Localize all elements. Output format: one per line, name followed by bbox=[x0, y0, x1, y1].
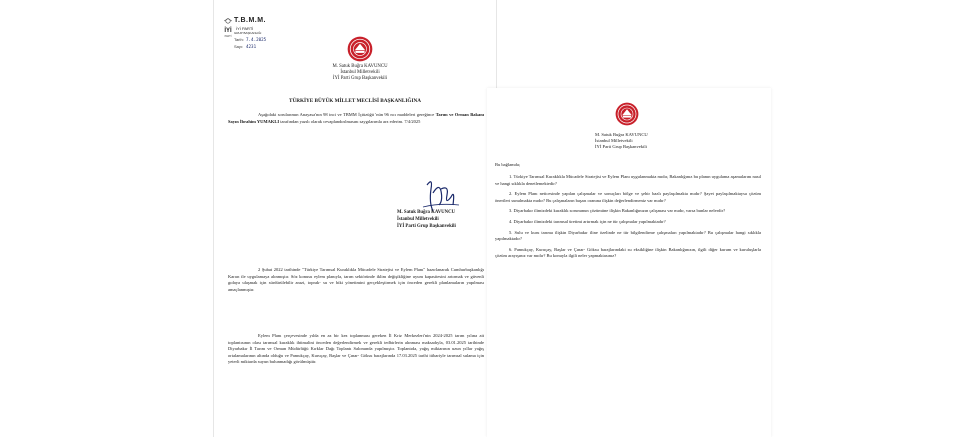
question-item: 2. Eylem Planı neticesinde yapılan çalışmalar ve sonuçları bölge ve şehir bazlı paylaşılmakta mıdır? Şayet paylaşılmaktaysa çözüm önerileri sunulmakta mıdır? Bu çalışmaların başarı oranına ilişkin değerlendirmeniz var mıdır? bbox=[495, 191, 761, 203]
intro-part2: tarafından yazılı olarak cevaplandırılmasını saygılarımla arz ederim. 7/4/2025 bbox=[279, 118, 421, 124]
stamp-tarih-label: Tarih: bbox=[234, 37, 244, 42]
signature-name: M. Satuk Buğra KAVUNCU bbox=[397, 210, 456, 215]
svg-text:İYİ: İYİ bbox=[224, 28, 232, 34]
questions-list bbox=[495, 174, 761, 264]
tbmm-seal-icon bbox=[347, 36, 373, 62]
stamp-sub: GRUP BAŞKANLIĞI bbox=[234, 31, 262, 35]
tbmm-seal-icon bbox=[615, 102, 639, 126]
intro-part1: Aşağıdaki sorularımın Anayasa'nın 98 inci ve TBMM İçtüzüğü 'nün 96 ncı maddeleri gereğince bbox=[258, 112, 436, 117]
document-page-1 bbox=[213, 0, 497, 437]
stamp-sayi-value: 4231 bbox=[246, 44, 257, 49]
author-group: İYİ Parti Grup Başkanvekili bbox=[332, 76, 388, 81]
lead-text: Bu bağlamda; bbox=[495, 162, 521, 167]
svg-text:PARTİ: PARTİ bbox=[224, 35, 232, 38]
tbmm-stamp bbox=[222, 15, 294, 55]
signature-group: İYİ Parti Grup Başkanvekili bbox=[397, 224, 456, 229]
body-paragraph-1: 2 Şubat 2022 tarihinde "Türkiye Tarımsal Kuraklıkla Mücadele Stratejisi ve Eylem Planı" hazırlanarak Cumhurbaşkanlığı Kararı ile uygulamaya alınmıştır. Söz konusu eylem planıyla, tarım sektöründe iklim değişikliğine uyum kapasitesini artırmak ve güvenli gıdaya ulaşmak için sürdürülebilir arazi, toprak- su ve biki yönetimini gerçekleştirmek için önceden gerekli planlamaların yapılması amaçlanmıştır. bbox=[228, 267, 484, 292]
signature-title: İstanbul Milletvekili bbox=[397, 217, 439, 222]
stamp-party: İYİ PARTİ bbox=[236, 26, 254, 31]
document-page-2 bbox=[487, 88, 771, 437]
question-item: 5. Sulu ve kuru tarıma ilişkin Diyarbakır iline özelinde ne tür bilgilendirme çalışmaları yapılmaktadır? Bu çalışmalar hangi sıklıkla yapılmaktadır? bbox=[495, 229, 761, 242]
author-title: İstanbul Milletvekili bbox=[340, 70, 380, 75]
signature-block bbox=[397, 209, 497, 230]
author-name: M. Satuk Buğra KAVUNCU bbox=[332, 64, 388, 69]
author-block bbox=[284, 64, 436, 82]
question-item: 3. Diyarbakır ilimizdeki kuraklık sorununun çözümüne ilişkin Bakanlığınızın çalışması var mıdır, varsa bunlar nelerdir? bbox=[509, 208, 726, 214]
author-block-2 bbox=[595, 132, 695, 150]
question-item: 6. Pamukçay, Kuruçay, Başlar ve Çınar- Göksu barajlarındaki su eksikliğine ilişkin Bakanlığınızın, ilgili diğer kurum ve kuruluşlarla çözüm arayışınız var mıdır? Bu konuyla ilgili neler yapmaktasınız? bbox=[495, 246, 761, 259]
body-paragraph-2: Eylem Planı çerçevesinde yılda en az bir kez toplanması gereken İl Kriz Merkezleri'nin 2024-2025 tarım yılına ait toplantısının olası tarımsal kuraklık ihtimalini önceden değerlendirmek ve gerekli tedbirlerin alınması maksadıyla, 03.01.2025 tarihinde Diyarbakır İl Tarım ve Orman Müdürlüğü Kırklar Dağı Toplantı Salonunda yapılmıştır. Toplantıda, yağış miktarının uzun yıllar yağış ortalamalarının altında olduğu ve Pamukçay, Kuruçay, Başlar ve Çınar- Göksu barajlarında 17.03.2025 tarihi itibariyle tarımsal sulama için yeterli miktarda suyun bulunmadığı görülmüştür. bbox=[228, 333, 484, 365]
stamp-tarih-value: 7.4.2025 bbox=[246, 37, 267, 42]
author-title-2: İstanbul Milletvekili bbox=[595, 138, 633, 143]
addressee-heading: TÜRKİYE BÜYÜK MİLLET MECLİSİ BAŞKANLIĞINA bbox=[289, 98, 421, 104]
intro-paragraph bbox=[228, 112, 484, 125]
question-item: 4. Diyarbakır ilimizdeki tarımsal üretimi artırmak için ne tür çalışmalar yapılmaktadır? bbox=[509, 218, 666, 224]
question-item: 1. Türkiye Tarımsal Kuraklıkla Mücadele Stratejisi ve Eylem Planı uygulanmakta mıdır, Bakanlığınız bu planın uygulama aşamalarını nasıl ve hangi sıklıkla denetlemektedir? bbox=[495, 174, 761, 186]
intro-minister: Tarım ve Orman Bakanı Sayın İbrahim YUMAKLI bbox=[228, 112, 484, 124]
stamp-sayi-label: Sayı: bbox=[234, 44, 244, 49]
author-group-2: İYİ Parti Grup Başkanvekili bbox=[595, 144, 647, 149]
author-name-2: M. Satuk Buğra KAVUNCU bbox=[595, 132, 648, 137]
stamp-title: T.B.M.M. bbox=[234, 17, 266, 24]
